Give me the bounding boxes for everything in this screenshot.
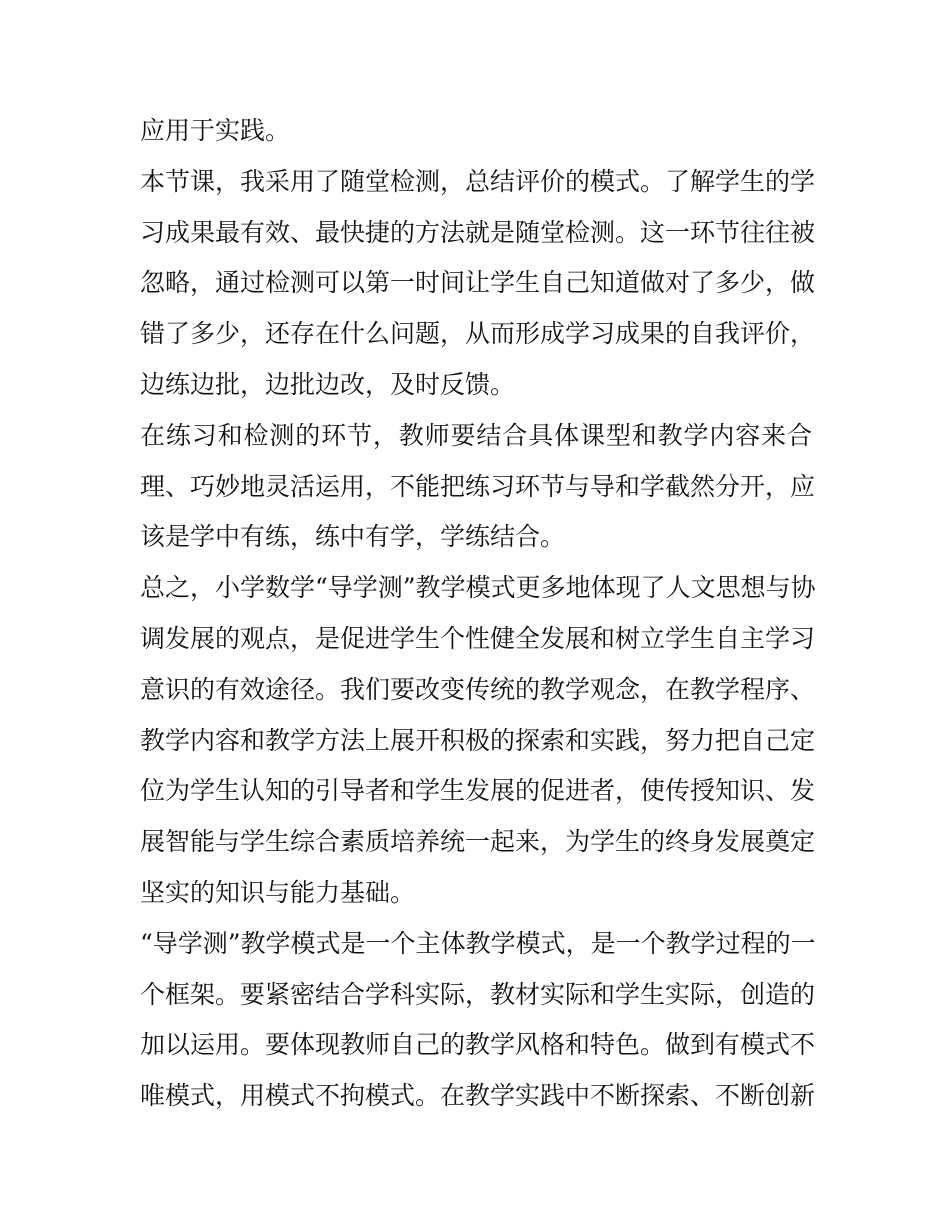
text-line: 个框架。要紧密结合学科实际，教材实际和学生实际，创造的 (140, 979, 816, 1009)
text-line: 唯模式，用模式不拘模式。在教学实践中不断探索、不断创新 (140, 1081, 816, 1111)
text-line: 错了多少，还存在什么问题，从而形成学习成果的自我评价， (140, 319, 816, 349)
text-line: 在练习和检测的环节，教师要结合具体课型和教学内容来合 (140, 420, 812, 450)
text-line: 调发展的观点，是促进学生个性健全发展和树立学生自主学习 (140, 623, 816, 653)
text-line: 应用于实践。 (140, 116, 291, 145)
text-line: 教学内容和教学方法上展开积极的探索和实践，努力把自己定 (140, 725, 816, 755)
text-line: 理、巧妙地灵活运用，不能把练习环节与导和学截然分开，应 (140, 471, 816, 501)
text-line: 习成果最有效、最快捷的方法就是随堂检测。这一环节往往被 (140, 217, 816, 247)
text-line: 展智能与学生综合素质培养统一起来，为学生的终身发展奠定 (140, 827, 816, 857)
text-line: 本节课，我采用了随堂检测，总结评价的模式。了解学生的学 (140, 166, 816, 196)
text-line: 坚实的知识与能力基础。 (140, 877, 416, 907)
text-line: 该是学中有练，练中有学，学练结合。 (140, 522, 566, 552)
body-text (140, 106, 816, 1122)
text-line: 意识的有效途径。我们要改变传统的教学观念，在教学程序、 (140, 674, 816, 704)
text-line: 忽略，通过检测可以第一时间让学生自己知道做对了多少，做 (140, 268, 816, 298)
text-line: 总之，小学数学“导学测”教学模式更多地体现了人文思想与协 (140, 573, 816, 603)
text-line: 位为学生认知的引导者和学生发展的促进者，使传授知识、发 (140, 776, 816, 806)
text-line: 加以运用。要体现教师自己的教学风格和特色。做到有模式不 (140, 1030, 816, 1060)
text-line: “导学测”教学模式是一个主体教学模式，是一个教学过程的一 (140, 928, 816, 958)
text-line: 边练边批，边批边改，及时反馈。 (140, 369, 516, 399)
